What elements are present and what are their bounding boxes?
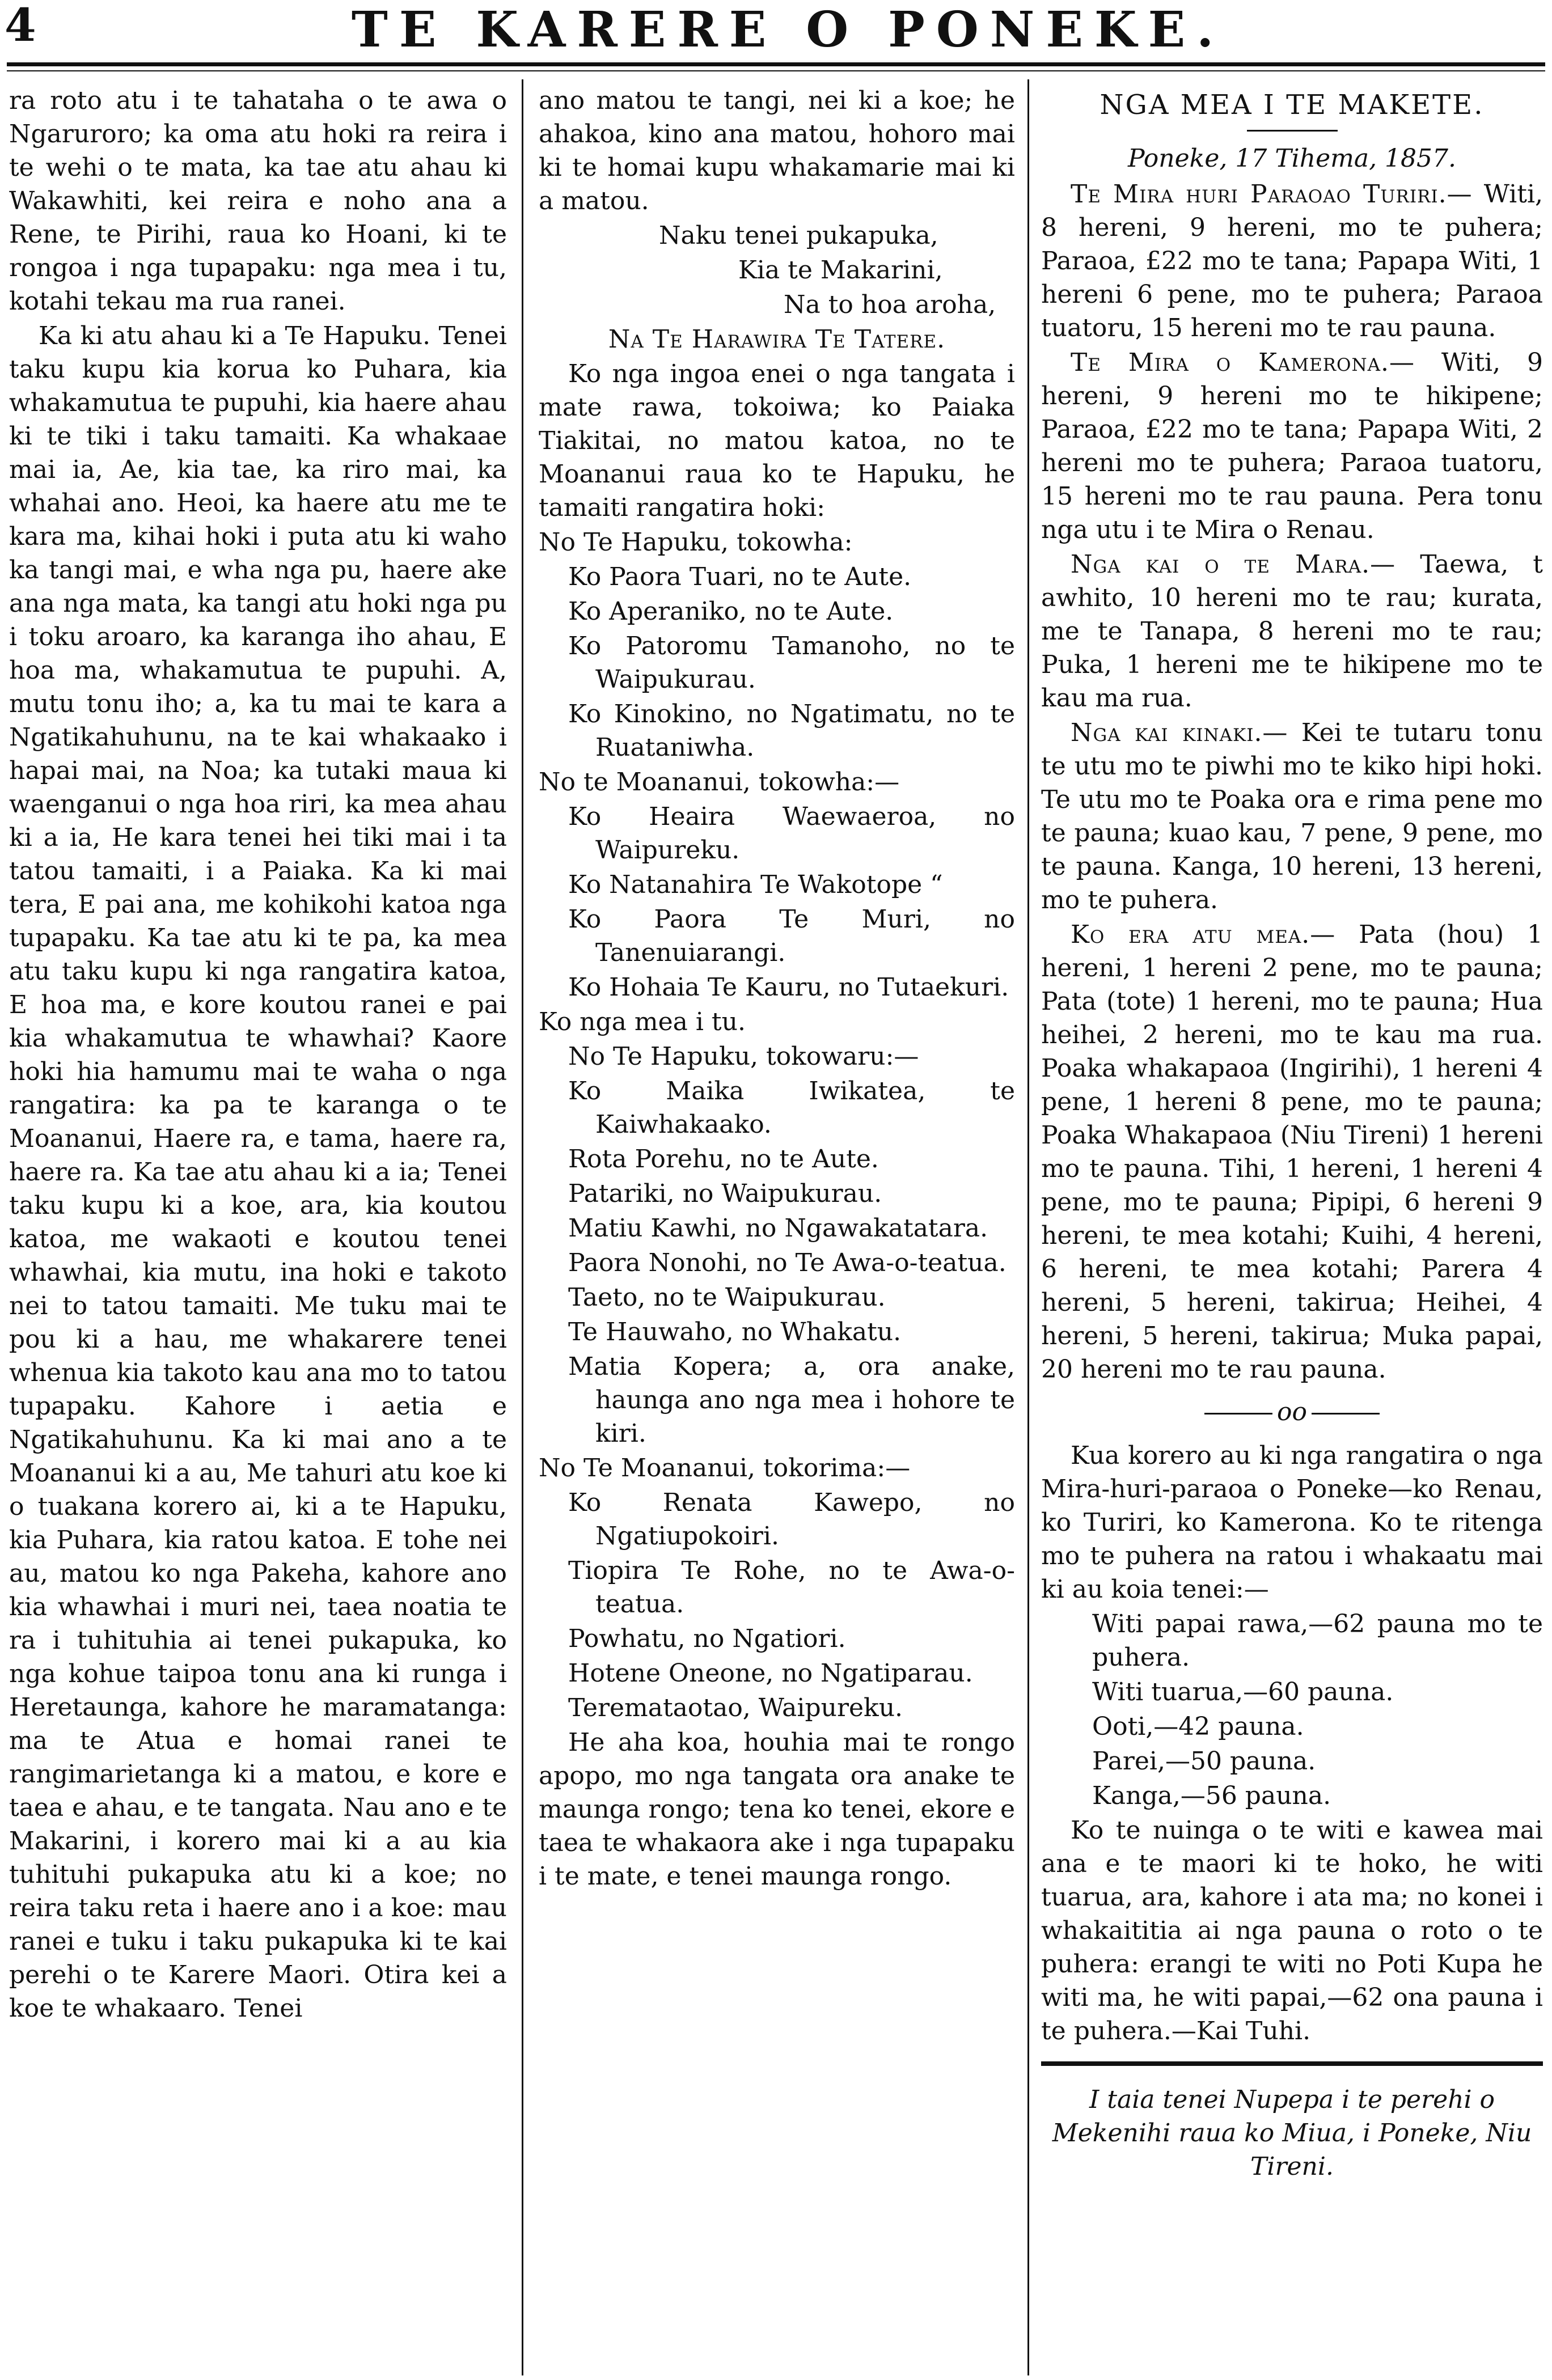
list-item: Ko Maika Iwikatea, te Kaiwhakaako.: [568, 1077, 1015, 1139]
group-heading: Ko nga mea i tu.: [539, 1007, 746, 1036]
market-label: Te Mira o Kamerona.—: [1071, 348, 1415, 377]
section-divider: [1041, 1395, 1543, 1429]
list-item: Matia Kopera; a, ora anake, haunga ano nga mea i hohore te kiri.: [568, 1352, 1015, 1448]
signoff-line: Kia te Makarini,: [738, 256, 943, 285]
list-item: Taeto, no te Waipukurau.: [568, 1283, 886, 1312]
signoff-line: Na to hoa aroha,: [784, 290, 996, 319]
list-item: Ko Aperaniko, no te Aute.: [568, 597, 894, 626]
group-heading: No Te Hapuku, tokowaru:—: [568, 1042, 919, 1071]
market-entry: [1041, 548, 1543, 715]
column-1: [9, 84, 507, 2373]
list-item: Ko Paora Te Muri, no Tanenuiarangi.: [568, 905, 1015, 967]
list-item: Paora Nonohi, no Te Awa-o-teatua.: [568, 1248, 1007, 1277]
market-text: Witi, 8 hereni, 9 hereni, mo te puhera; Paraoa, £22 mo te tana; Papapa Witi, 1 hereni 6 pene, mo te puhera; Paraoa tuatoru, 15 hereni mo te rau pauna.: [1041, 180, 1543, 342]
report-close: Ko te nuinga o te witi e kawea mai ana e te maori ki te hoko, he witi tuarua, ara, kahore i ata ma; no konei i whakaititia ai nga pauna o roto o te puhera: erangi te witi no Poti Kupa he witi ma, he witi papai,—62 ona pauna i te puhera.—Kai Tuhi.: [1041, 1816, 1543, 2046]
list-item: Ko Heaira Waewaeroa, no Waipureku.: [568, 802, 1015, 865]
col1-paragraph: Ka ki atu ahau ki a Te Hapuku. Tenei taku kupu kia korua ko Puhara, kia whakamutua te pupuhi, kia haere ahau ki te tiki i taku tamaiti. Ka whakaae mai ia, Ae, kia tae, ka riro mai, ka whahai ano. Heoi, ka haere atu me te kara ma, kihai hoki i puta atu ki waho ka tangi mai, e wha nga pu, haere ake ana nga mata, ka tangi atu hoki nga pu i toku aroaro, ka karanga iho ahau, E hoa ma, whakamutua te pupuhi. A, mutu tonu iho; a, ka tu mai te kara a Ngatikahuhunu, na te kai whakaako i hapai mai, na Noa; ka tutaki maua ki waenganui o nga hoa riri, ka mea ahau ki a ia, He kara tenei hei tiki mai i ta tatou tamaiti, i a Paiaka. Ka ki mai tera, E pai ana, me kohikohi katoa nga tupapaku. Ka tae atu ki te pa, ka mea atu taku kupu ki nga rangatira katoa, E hoa ma, e kore koutou ranei e pai kia whakamutua te whawhai? Kaore hoki hia hamumu mai te waha o nga rangatira: ka pa te karanga o te Moananui, Haere ra, e tama, haere ra, haere ra. Ka tae atu ahau ki a ia; Tenei taku kupu ki a koe, ara, kia koutou katoa, me wakaoti e koutou tenei whawhai, kia mutu, ina hoki e takoto nei to tatou tamaiti. Me tuku mai te pou ki a hau, me whakarere tenei whenua kia takoto kau ana mo to tatou tupapaku. Kahore i aetia e Ngatikahuhunu. Ka ki mai ano a te Moananui ki a au, Me tahuri atu koe ki o tuakana korero ai, ki a te Hapuku, kia Puhara, kia ratou katoa. E tohe nei au, matou ko nga Pakeha, kahore ano kia whawhai i muri nei, taea noatia te ra i tuhituhia ai tenei pukapuka, ko nga kohue taipoa tonu ana ki runga i Heretaunga, kahore he maramatanga: ma te Atua e homai ranei te rangimarietanga ki a matou, e kore e taea e ahau, e te tangata. Nau ano e te Makarini, i korero mai ki a au kia tuhituhi pukapuka atu ki a koe; no reira taku reta i haere ano i a koe: mau ranei e tuku i taku pukapuka ki te kai perehi o te Karere Maori. Otira kei a koe te whakaaro. Tenei: [9, 321, 507, 2023]
column-divider-1: [522, 79, 523, 2375]
imprint-rule: [1041, 2061, 1543, 2066]
signoff-line: Naku tenei pukapuka,: [659, 221, 938, 250]
market-text: Kei te tutaru tonu te utu mo te piwhi mo te kiko hipi hoki. Te utu mo te Poaka ora e rima pene mo te pauna; kuao kau, 7 pene, 9 pene, mo te pauna. Kanga, 10 hereni, 13 hereni, mo te puhera.: [1041, 718, 1543, 914]
col2-paragraph: Ko nga ingoa enei o nga tangata i mate rawa, tokoiwa; ko Paiaka Tiakitai, no matou katoa, no te Moananui raua ko te Hapuku, he tamaiti rangatira hoki:: [539, 359, 1015, 522]
list-item: Rota Porehu, no te Aute.: [568, 1145, 879, 1174]
market-entry: [1041, 177, 1543, 345]
market-text: Taewa, t awhito, 10 hereni mo te rau; kurata, me te Tanapa, 8 hereni mo te rau; Puka, 1 hereni me te hikipene mo te kau ma rua.: [1041, 550, 1543, 713]
market-entry: [1041, 716, 1543, 917]
market-entry: [1041, 346, 1543, 547]
imprint: I taia tenei Nupepa i te perehi o Mekenihi raua ko Miua, i Poneke, Niu Tireni.: [1052, 2085, 1532, 2181]
header-rule-thin: [7, 70, 1545, 71]
market-label: Ko era atu mea.—: [1071, 920, 1336, 949]
dateline: Poneke, 17 Tihema, 1857.: [1127, 144, 1457, 173]
heading-rule: [1247, 130, 1338, 132]
report-intro: Kua korero au ki nga rangatira o nga Mira-huri-paraoa o Poneke—ko Renau, ko Turiri, ko Kamerona. Ko te ritenga mo te puhera na ratou i whakaatu mai ki au koia tenei:—: [1041, 1441, 1543, 1604]
list-item: Ko Paora Tuari, no te Aute.: [568, 562, 912, 591]
weight-item: Kanga,—56 pauna.: [1092, 1781, 1331, 1810]
weight-item: Witi tuarua,—60 pauna.: [1092, 1678, 1394, 1706]
market-text: Pata (hou) 1 hereni, 1 hereni 2 pene, mo te pauna; Pata (tote) 1 hereni, mo te pauna; Hua heihei, 2 hereni, mo te kau ma rua. Poaka whakapaoa (Ingirihi), 1 hereni 4 pene, 1 hereni 8 pene, mo te pauna; Poaka Whakapaoa (Niu Tireni) 1 hereni mo te pauna. Tihi, 1 hereni, 1 hereni 4 pene, mo te pauna; Pipipi, 6 hereni 9 hereni, te mea kotahi; Kuihi, 4 hereni, 6 hereni, te mea kotahi; Parera 4 hereni, 5 hereni, takirua; Heihei, 4 hereni, 5 hereni, takirua; Muka papai, 20 hereni mo te rau pauna.: [1041, 920, 1543, 1384]
group-heading: No Te Moananui, tokorima:—: [539, 1454, 911, 1483]
masthead-title: TE KARERE O PONEKE.: [351, 1, 1225, 58]
header-rule: [7, 62, 1545, 66]
list-item: Ko Patoromu Tamanoho, no te Waipukurau.: [568, 632, 1015, 694]
weights-list: [1041, 1607, 1543, 1812]
list-item: Teremataotao, Waipureku.: [568, 1693, 903, 1722]
list-item: Patariki, no Waipukurau.: [568, 1179, 882, 1208]
market-text: Witi, 9 hereni, 9 hereni mo te hikipene; Paraoa, £22 mo te tana; Papapa Witi, 2 hereni mo te puhera; Paraoa tuatoru, 15 hereni mo te rau pauna. Pera tonu nga utu i te Mira o Renau.: [1041, 348, 1543, 544]
list-item: Ko Renata Kawepo, no Ngatiupokoiri.: [568, 1488, 1015, 1551]
market-label: Nga kai kinaki.—: [1071, 718, 1288, 747]
divider-mark: oo: [1277, 1397, 1307, 1426]
group-heading: No te Moananui, tokowha:—: [539, 768, 900, 797]
list-item: Ko Natanahira Te Wakotope “: [568, 870, 943, 899]
weight-item: Ooti,—42 pauna.: [1092, 1712, 1304, 1741]
weight-item: Witi papai rawa,—62 pauna mo te puhera.: [1092, 1610, 1543, 1672]
market-label: Nga kai o te Mara.—: [1071, 550, 1396, 579]
signature: Na Te Harawira Te Tatere.: [608, 325, 946, 354]
market-heading: NGA MEA I TE MAKETE.: [1099, 89, 1485, 121]
column-2: [539, 84, 1015, 2373]
list-item: Tiopira Te Rohe, no te Awa-o-teatua.: [568, 1556, 1015, 1619]
list-item: Hotene Oneone, no Ngatiparau.: [568, 1659, 973, 1688]
list-item: Te Hauwaho, no Whakatu.: [568, 1318, 902, 1346]
col2-closing: He aha koa, houhia mai te rongo apopo, mo nga tangata ora anake te maunga rongo; tena ko tenei, ekore e taea te whakaora ake i nga tupapaku i te mate, e tenei maunga rongo.: [539, 1728, 1015, 1891]
col2-intro: ano matou te tangi, nei ki a koe; he ahakoa, kino ana matou, hohoro mai ki te homai kupu whakamarie mai ki a matou.: [539, 86, 1015, 215]
list-item: Ko Kinokino, no Ngatimatu, no te Ruataniwha.: [568, 700, 1015, 762]
market-entry: [1041, 918, 1543, 1386]
column-divider-2: [1027, 79, 1029, 2375]
list-item: Matiu Kawhi, no Ngawakatatara.: [568, 1214, 988, 1243]
list-item: Powhatu, no Ngatiori.: [568, 1624, 846, 1653]
group-heading: No Te Hapuku, tokowha:: [539, 528, 853, 557]
list-item: Ko Hohaia Te Kauru, no Tutaekuri.: [568, 973, 1009, 1002]
page-number: 4: [5, 0, 36, 52]
market-label: Te Mira huri Paraoao Turiri.—: [1071, 180, 1473, 209]
column-3: [1041, 84, 1543, 2373]
weight-item: Parei,—50 pauna.: [1092, 1747, 1316, 1776]
col1-paragraph: ra roto atu i te tahataha o te awa o Ngaruroro; ka oma atu hoki ra reira i te wehi o te mata, ka tae atu ahau ki Wakawhiti, kei reira e noho ana a Rene, te Pirihi, raua ko Hoani, ki te rongoa i nga tupapaku: nga mea i tu, kotahi tekau ma rua ranei.: [9, 86, 507, 316]
